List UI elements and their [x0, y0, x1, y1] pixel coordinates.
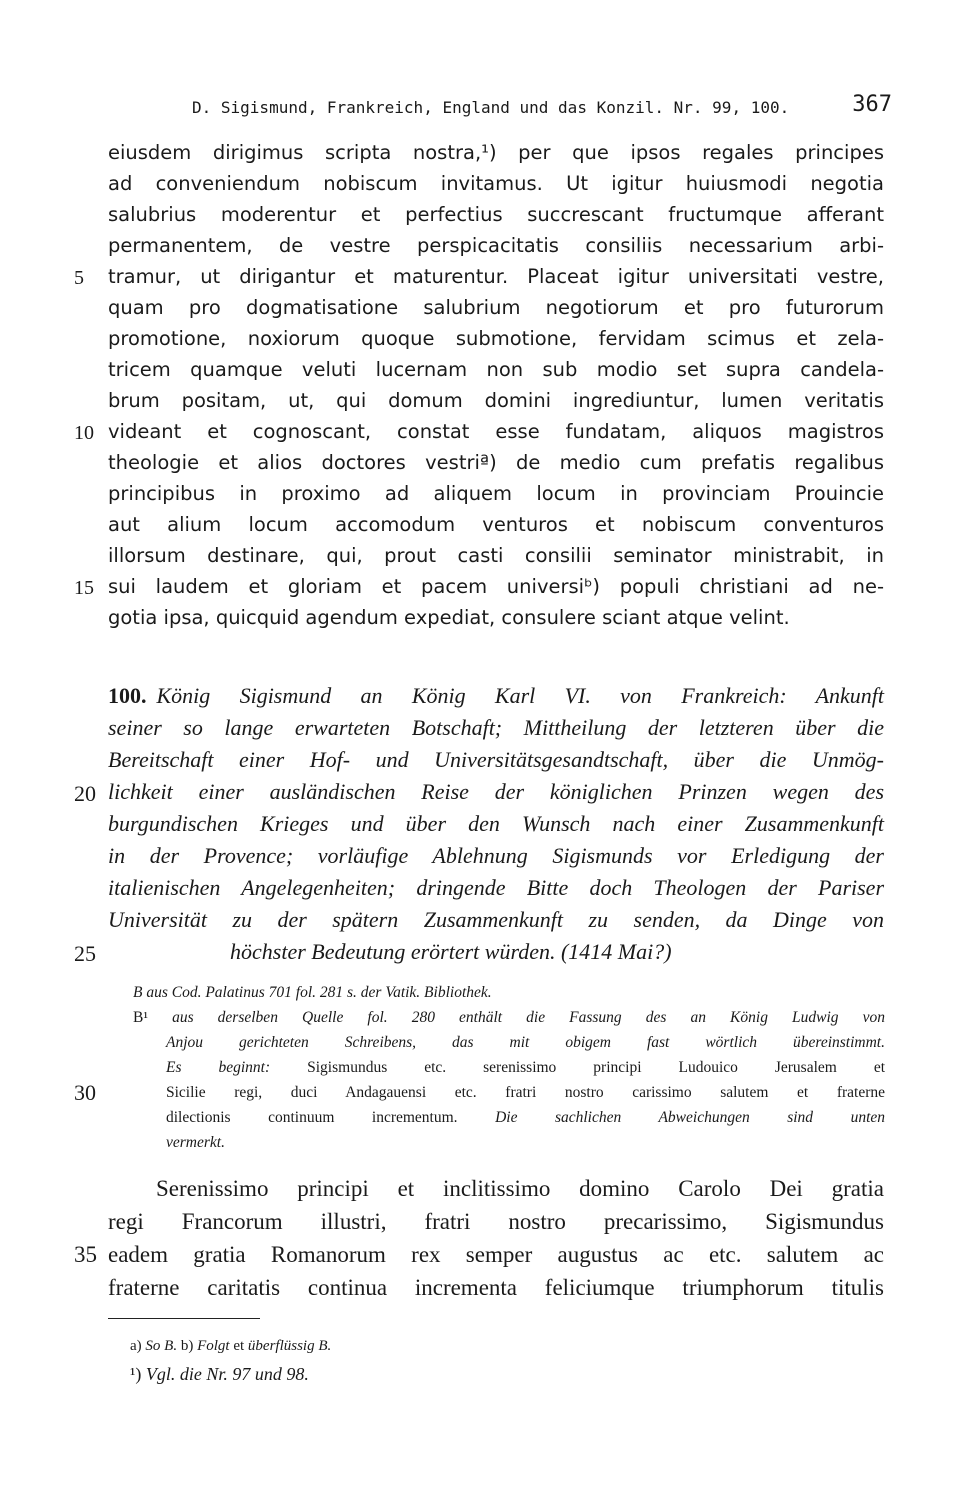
entry-number: 100. — [108, 683, 147, 708]
footnote-variants — [130, 1338, 331, 1355]
source-text: aus derselben Quelle fol. 280 enthält die Fassung des an König Ludwig von — [172, 1009, 885, 1026]
body-line: theologie et alios doctores vestriª) de medio cum prefatis regalibus — [108, 451, 884, 474]
body-line: principibus in proximo ad aliquem locum in provinciam Prouincie — [108, 482, 884, 505]
running-header — [192, 92, 892, 122]
body-line: promotione, noxiorum quoque submotione, fervidam scimus et zela- — [108, 327, 884, 350]
footnote-label: a) — [130, 1338, 142, 1354]
footnote-text: Folgt — [197, 1338, 230, 1354]
source-line: vermerkt. — [166, 1134, 225, 1151]
body-line: quam pro dogmatisatione salubrium negotiorum et pro futurorum — [108, 296, 884, 319]
source-siglum: B¹ — [133, 1009, 148, 1026]
footnote-label: b) — [180, 1338, 194, 1354]
header-title: D. Sigismund, Frankreich, England und das Konzil. Nr. 99, 100. — [192, 98, 790, 117]
letter-line: fraterne caritatis continua incrementa feliciumque triumphorum titulis — [108, 1275, 884, 1300]
line-number: 10 — [74, 422, 94, 444]
body-line: gotia ipsa, quicquid agendum expediat, consulere sciant atque velint. — [108, 606, 790, 629]
source-text-italic: Die sachlichen Abweichungen sind unten — [495, 1109, 885, 1126]
source-text: dilectionis continuum incrementum. — [166, 1109, 458, 1126]
line-number: 30 — [74, 1080, 96, 1105]
source-label: Es beginnt: — [166, 1059, 271, 1076]
line-number: 5 — [74, 267, 84, 289]
letter-line: eadem gratia Romanorum rex semper augustus ac etc. salutem ac — [108, 1242, 884, 1267]
entry-line: italienischen Angelegenheiten; dringende Bitte doch Theologen der Pariser — [108, 875, 884, 900]
footnote-text: So B. — [145, 1338, 178, 1354]
body-line: tramur, ut dirigantur et maturentur. Placeat igitur universitati vestre, — [108, 265, 884, 288]
entry-line: lichkeit einer ausländischen Reise der königlichen Prinzen wegen des — [108, 779, 884, 804]
body-line: tricem quamque veluti lucernam non sub modio set supra candela- — [108, 358, 884, 381]
footnote-text: et — [233, 1338, 245, 1354]
body-line: illorsum destinare, qui, prout casti consilii seminator ministrabit, in — [108, 544, 884, 567]
source-line — [133, 1009, 885, 1031]
body-line: permanentem, de vestre perspicacitatis consiliis necessarium arbi- — [108, 234, 884, 257]
footnote-label: ¹) — [130, 1364, 142, 1384]
footnote-text: Vgl. die Nr. 97 und 98. — [145, 1364, 309, 1384]
source-line: Anjou gerichteten Schreibens, das mit obigem fast wörtlich übereinstimmt. — [166, 1034, 885, 1051]
letter-line: Serenissimo principi et inclitissimo domino Carolo Dei gratia — [156, 1176, 884, 1201]
entry-line: in der Provence; vorläufige Ablehnung Sigismunds vor Erledigung der — [108, 843, 884, 868]
entry-line: Universität zu der spätern Zusammenkunft zu senden, da Dinge von — [108, 907, 884, 932]
entry-line: höchster Bedeutung erörtert würden. (1414 Mai?) — [230, 939, 672, 964]
body-line: eiusdem dirigimus scripta nostra,¹) per que ipsos regales principes — [108, 141, 884, 164]
entry-line: burgundischen Krieges und über den Wunsch nach einer Zusammenkunft — [108, 811, 884, 836]
footnote-rule — [108, 1318, 260, 1319]
line-number: 25 — [74, 941, 96, 966]
footnote-text: überflüssig B. — [247, 1338, 332, 1354]
source-text: Sigismundus etc. serenissimo principi Ludouico Jerusalem et — [307, 1059, 886, 1076]
entry-line — [108, 683, 884, 715]
letter-line: regi Francorum illustri, fratri nostro precarissimo, Sigismundus — [108, 1209, 884, 1234]
page-number: 367 — [852, 92, 892, 117]
source-line — [166, 1109, 885, 1131]
body-line: sui laudem et gloriam et pacem universiᵇ) populi christiani ad ne- — [108, 575, 884, 598]
body-line: videant et cognoscant, constat esse fundatam, aliquos magistros — [108, 420, 884, 443]
source-line: Sicilie regi, duci Andagauensi etc. fratri nostro carissimo salutem et fraterne — [166, 1084, 885, 1101]
entry-line: seiner so lange erwarteten Botschaft; Mittheilung der letzteren über die — [108, 715, 884, 740]
body-line: aut alium locum accomodum venturos et nobiscum conventuros — [108, 513, 884, 536]
line-number: 20 — [74, 781, 96, 806]
line-number: 15 — [74, 577, 94, 599]
source-line — [166, 1059, 885, 1081]
entry-line: Bereitschaft einer Hof- und Universitätsgesandtschaft, über die Unmög- — [108, 747, 884, 772]
body-line: ad conveniendum nobiscum invitamus. Ut igitur huiusmodi negotia — [108, 172, 884, 195]
entry-line-text: König Sigismund an König Karl VI. von Frankreich: Ankunft — [156, 683, 884, 708]
line-number: 35 — [74, 1242, 97, 1267]
footnote-reference — [130, 1364, 309, 1385]
body-line: salubrius moderentur et perfectius succrescant fructumque afferant — [108, 203, 884, 226]
body-line: brum positam, ut, qui domum domini ingrediuntur, lumen veritatis — [108, 389, 884, 412]
source-line: B aus Cod. Palatinus 701 fol. 281 s. der Vatik. Bibliothek. — [133, 984, 492, 1001]
